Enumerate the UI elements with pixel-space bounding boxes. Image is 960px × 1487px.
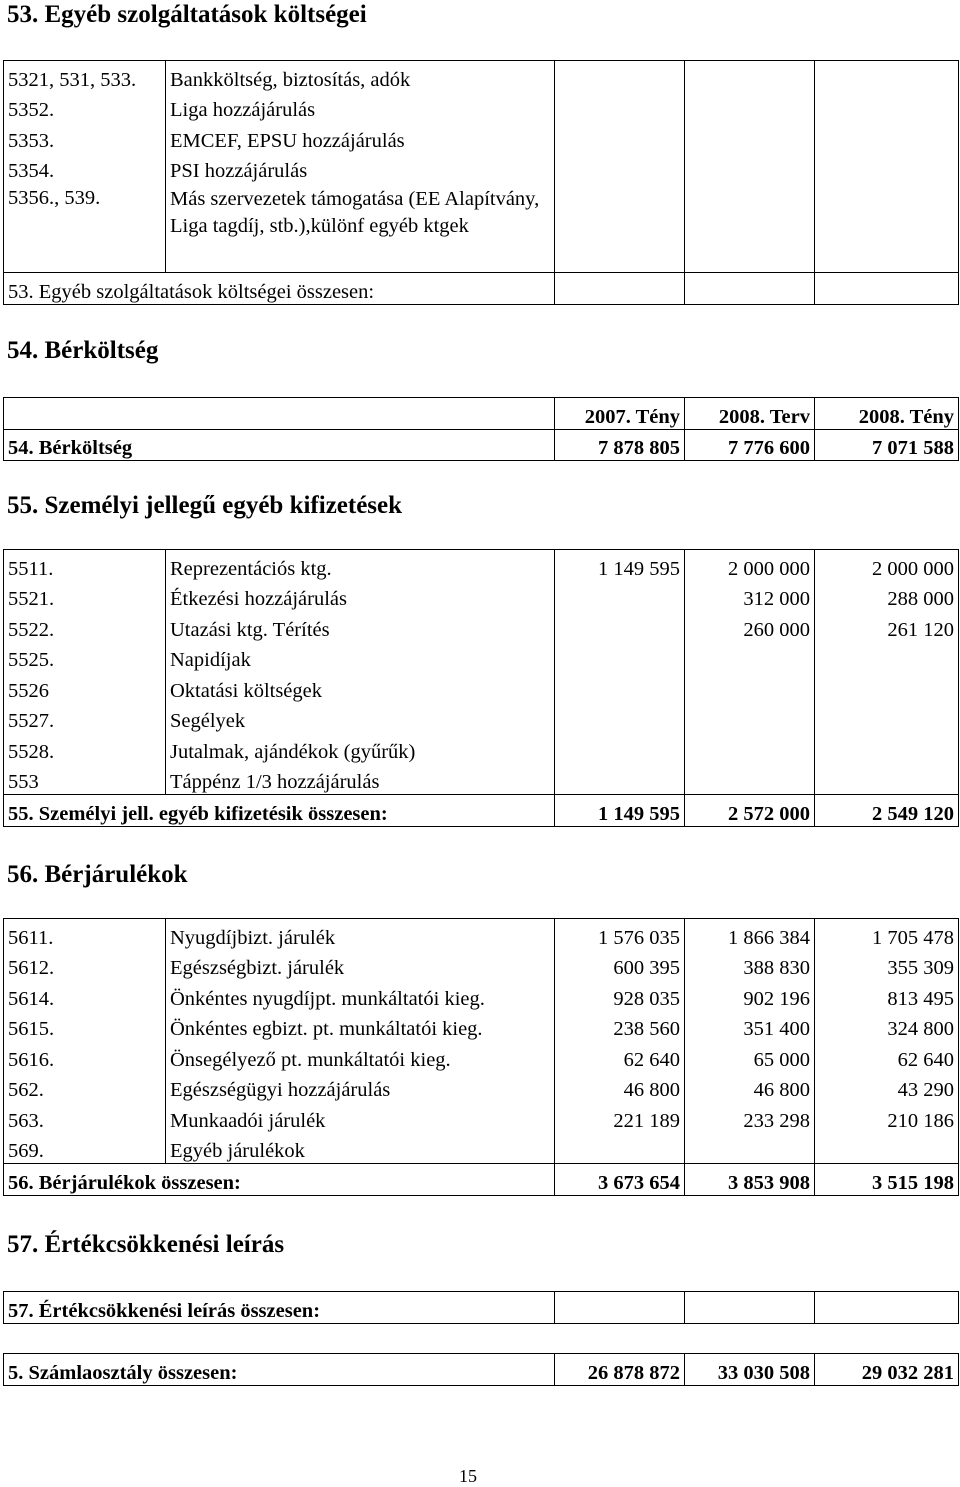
- section-53-table: [3, 60, 959, 305]
- row-code: 5525.: [4, 642, 166, 673]
- row-label: Önkéntes nyugdíjpt. munkáltatói kieg.: [166, 980, 555, 1011]
- section-56-table: [3, 918, 959, 1196]
- row-label: Jutalmak, ajándékok (gyűrűk): [166, 733, 555, 764]
- value-2007-teny: 928 035: [555, 980, 685, 1011]
- row-code: 5353.: [4, 122, 166, 153]
- total-2007-teny: 26 878 872: [555, 1354, 685, 1386]
- row-label: EMCEF, EPSU hozzájárulás: [166, 122, 555, 153]
- row-label: Táppénz 1/3 hozzájárulás: [166, 764, 555, 795]
- table-row: [4, 703, 959, 734]
- table-row: [4, 1133, 959, 1164]
- table-row: [4, 950, 959, 981]
- header-row: [4, 398, 959, 430]
- value-2008-teny: 261 120: [815, 611, 959, 642]
- row-label: Étkezési hozzájárulás: [166, 581, 555, 612]
- table-row: [4, 61, 959, 92]
- total-label: 56. Bérjárulékok összesen:: [4, 1164, 555, 1196]
- table-row: [4, 764, 959, 795]
- section-55-table: [3, 549, 959, 827]
- row-label: Más szervezetek támogatása (EE Alapítvány, Liga tagdíj, stb.),különf egyéb ktgek: [166, 183, 555, 273]
- row-label: Utazási ktg. Térítés: [166, 611, 555, 642]
- table-row: [4, 980, 959, 1011]
- value-2008-terv: 46 800: [685, 1072, 815, 1103]
- value-2008-teny: 355 309: [815, 950, 959, 981]
- value-2008-terv: 233 298: [685, 1102, 815, 1133]
- section-54-table: [3, 397, 959, 461]
- value-2008-teny: 62 640: [815, 1041, 959, 1072]
- value-2008-teny: 7 071 588: [815, 429, 959, 461]
- total-2008-terv: 3 853 908: [685, 1164, 815, 1196]
- row-label: Reprezentációs ktg.: [166, 550, 555, 581]
- value-2008-terv: 312 000: [685, 581, 815, 612]
- row-label: Bankköltség, biztosítás, adók: [166, 61, 555, 92]
- section-53-title: 53. Egyéb szolgáltatások költségei: [7, 1, 367, 28]
- row-label: Napidíjak: [166, 642, 555, 673]
- row-label: Segélyek: [166, 703, 555, 734]
- row-code: 5616.: [4, 1041, 166, 1072]
- row-code: 5527.: [4, 703, 166, 734]
- table-row: [4, 672, 959, 703]
- row-label: Egészségbizt. járulék: [166, 950, 555, 981]
- total-2007-teny: 3 673 654: [555, 1164, 685, 1196]
- row-code: 5321, 531, 533.: [4, 61, 166, 92]
- value-2008-teny: 1 705 478: [815, 919, 959, 950]
- table-row: [4, 183, 959, 273]
- value-2008-teny: 210 186: [815, 1102, 959, 1133]
- row-code: 5521.: [4, 581, 166, 612]
- row-label: 54. Bérköltség: [4, 429, 555, 461]
- page-number: 15: [459, 1466, 477, 1486]
- value-2007-teny: 62 640: [555, 1041, 685, 1072]
- value-2008-terv: 7 776 600: [685, 429, 815, 461]
- row-code: 563.: [4, 1102, 166, 1133]
- section-5-table: [3, 1353, 959, 1386]
- value-2007-teny: 1 576 035: [555, 919, 685, 950]
- table-row: [4, 733, 959, 764]
- value-2008-terv: 2 000 000: [685, 550, 815, 581]
- total-label: 5. Számlaosztály összesen:: [4, 1354, 555, 1386]
- value-2008-terv: 260 000: [685, 611, 815, 642]
- section-55-title: 55. Személyi jellegű egyéb kifizetések: [7, 492, 403, 519]
- header-2008-teny: 2008. Tény: [815, 398, 959, 430]
- row-code: 5615.: [4, 1011, 166, 1042]
- total-label: 55. Személyi jell. egyéb kifizetésik összesen:: [4, 795, 555, 827]
- row-code: 553: [4, 764, 166, 795]
- row-code: 5511.: [4, 550, 166, 581]
- section-56-title: 56. Bérjárulékok: [7, 861, 188, 888]
- row-code: 5352.: [4, 92, 166, 123]
- table-row: [4, 611, 959, 642]
- section-57-table: [3, 1291, 959, 1324]
- value-2007-teny: [555, 581, 685, 612]
- value-2008-terv: 388 830: [685, 950, 815, 981]
- table-row: [4, 92, 959, 123]
- row-code: 5356., 539.: [4, 183, 166, 273]
- table-row: [4, 1072, 959, 1103]
- total-2008-teny: 2 549 120: [815, 795, 959, 827]
- value-2008-terv: 65 000: [685, 1041, 815, 1072]
- table-row: [4, 153, 959, 184]
- header-2008-terv: 2008. Terv: [685, 398, 815, 430]
- row-label: Munkaadói járulék: [166, 1102, 555, 1133]
- total-row: [4, 1354, 959, 1386]
- header-2007-teny: 2007. Tény: [555, 398, 685, 430]
- value-2007-teny: 221 189: [555, 1102, 685, 1133]
- row-code: 5522.: [4, 611, 166, 642]
- total-row: [4, 1292, 959, 1324]
- section-57-title: 57. Értékcsökkenési leírás: [7, 1231, 285, 1258]
- row-code: 5611.: [4, 919, 166, 950]
- total-2008-terv: 33 030 508: [685, 1354, 815, 1386]
- row-label: PSI hozzájárulás: [166, 153, 555, 184]
- value-2007-teny: 1 149 595: [555, 550, 685, 581]
- value-2007-teny: 7 878 805: [555, 429, 685, 461]
- value-2008-teny: 288 000: [815, 581, 959, 612]
- total-row: [4, 795, 959, 827]
- value-2008-teny: 324 800: [815, 1011, 959, 1042]
- row-code: 5612.: [4, 950, 166, 981]
- total-2008-teny: 29 032 281: [815, 1354, 959, 1386]
- row-label: Egyéb járulékok: [166, 1133, 555, 1164]
- value-2008-terv: 351 400: [685, 1011, 815, 1042]
- value-2008-terv: 902 196: [685, 980, 815, 1011]
- total-row: [4, 1164, 959, 1196]
- total-label: 57. Értékcsökkenési leírás összesen:: [4, 1292, 555, 1324]
- total-2008-teny: 3 515 198: [815, 1164, 959, 1196]
- row-label: Önsegélyező pt. munkáltatói kieg.: [166, 1041, 555, 1072]
- row-code: 5528.: [4, 733, 166, 764]
- total-2008-terv: 2 572 000: [685, 795, 815, 827]
- value-2007-teny: 238 560: [555, 1011, 685, 1042]
- row-label: Oktatási költségek: [166, 672, 555, 703]
- row-code: 562.: [4, 1072, 166, 1103]
- value-2008-teny: 2 000 000: [815, 550, 959, 581]
- table-row: [4, 1011, 959, 1042]
- table-row: [4, 581, 959, 612]
- value-2008-terv: 1 866 384: [685, 919, 815, 950]
- value-2007-teny: 600 395: [555, 950, 685, 981]
- row-code: 569.: [4, 1133, 166, 1164]
- table-row: [4, 429, 959, 461]
- table-row: [4, 919, 959, 950]
- row-code: 5354.: [4, 153, 166, 184]
- value-2007-teny: [555, 611, 685, 642]
- table-row: [4, 642, 959, 673]
- total-row: [4, 273, 959, 305]
- value-2007-teny: 46 800: [555, 1072, 685, 1103]
- value-2008-teny: 43 290: [815, 1072, 959, 1103]
- row-code: 5614.: [4, 980, 166, 1011]
- value-2008-teny: 813 495: [815, 980, 959, 1011]
- row-code: 5526: [4, 672, 166, 703]
- total-label: 53. Egyéb szolgáltatások költségei összesen:: [4, 273, 555, 305]
- row-label: Egészségügyi hozzájárulás: [166, 1072, 555, 1103]
- row-label: Nyugdíjbizt. járulék: [166, 919, 555, 950]
- row-label: Önkéntes egbizt. pt. munkáltatói kieg.: [166, 1011, 555, 1042]
- total-2007-teny: 1 149 595: [555, 795, 685, 827]
- section-54-title: 54. Bérköltség: [7, 337, 159, 364]
- row-label: Liga hozzájárulás: [166, 92, 555, 123]
- table-row: [4, 550, 959, 581]
- table-row: [4, 1102, 959, 1133]
- table-row: [4, 122, 959, 153]
- table-row: [4, 1041, 959, 1072]
